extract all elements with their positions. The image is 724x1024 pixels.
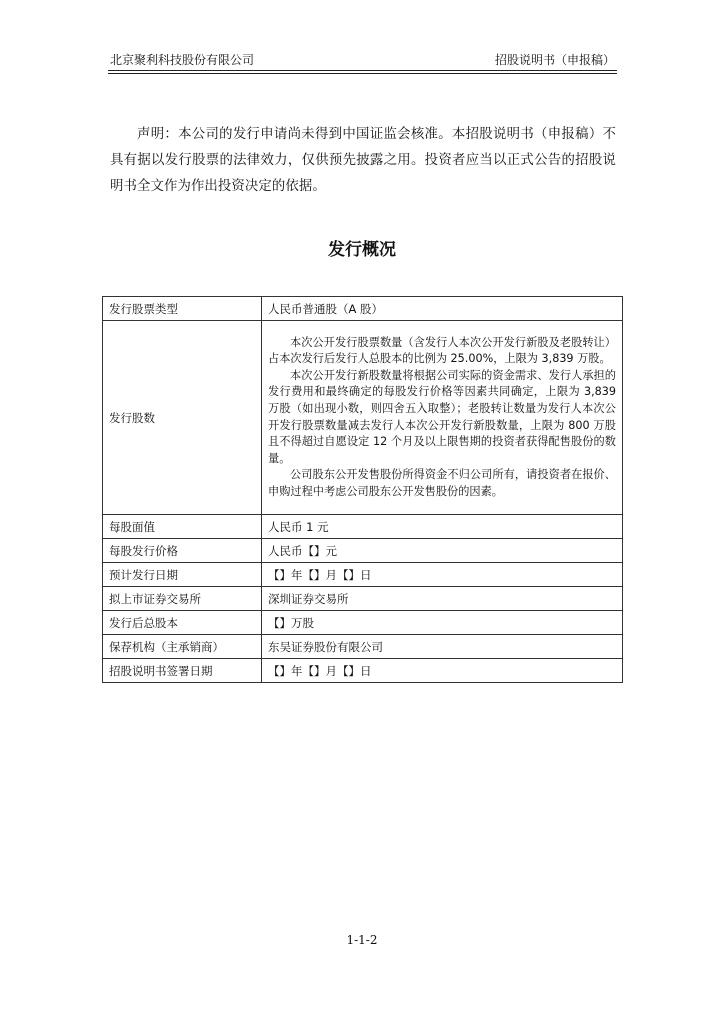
page-title: 发行概况 xyxy=(328,240,396,260)
row-key: 发行股票类型 xyxy=(103,297,262,321)
table-row xyxy=(103,539,623,563)
row-value: 深圳证券交易所 xyxy=(262,587,623,611)
row-key: 预计发行日期 xyxy=(103,563,262,587)
row-value: 人民币【】元 xyxy=(262,539,623,563)
page-header xyxy=(110,52,615,68)
table-row xyxy=(103,635,623,659)
header-company-name: 北京聚利科技股份有限公司 xyxy=(110,53,255,67)
row-key: 保荐机构（主承销商） xyxy=(103,635,262,659)
share-count-paragraph: 公司股东公开发售股份所得资金不归公司所有，请投资者在报价、申购过程中考虑公司股东公开发售股份的因素。 xyxy=(268,468,616,498)
row-value: 东吴证券股份有限公司 xyxy=(262,635,623,659)
table-row xyxy=(103,611,623,635)
row-value: 【】年【】月【】日 xyxy=(262,659,623,683)
row-value: 【】万股 xyxy=(262,611,623,635)
page-number: 1-1-2 xyxy=(346,933,378,947)
row-value: 【】年【】月【】日 xyxy=(262,563,623,587)
row-key: 每股发行价格 xyxy=(103,539,262,563)
offering-summary-table xyxy=(102,296,623,683)
row-value: 人民币普通股（A 股） xyxy=(262,297,623,321)
header-rule-thin xyxy=(108,73,617,74)
disclaimer-statement: 声明：本公司的发行申请尚未得到中国证监会核准。本招股说明书（申报稿）不具有据以发行股票的法律效力，仅供预先披露之用。投资者应当以正式公告的招股说明书全文作为作出投资决定的依据。 xyxy=(110,127,616,194)
row-key: 每股面值 xyxy=(103,515,262,539)
row-key: 拟上市证券交易所 xyxy=(103,587,262,611)
header-rule-thick xyxy=(108,70,617,71)
table-row xyxy=(103,321,623,515)
header-document-type: 招股说明书（申报稿） xyxy=(494,53,615,67)
table-row xyxy=(103,659,623,683)
row-key: 招股说明书签署日期 xyxy=(103,659,262,683)
share-count-paragraph: 本次公开发行新股数量将根据公司实际的资金需求、发行人承担的发行费用和最终确定的每股发行价格等因素共同确定，上限为 3,839 万股（如出现小数，则四舍五入取整）；老股转让数量为发行人本次公开发行股票数量减去发行人本次公开发行新股数量，上限为 800 万股且不得超过自愿设定 12 个月及以上限售期的投资者获得配售股份的数量。 xyxy=(268,368,616,465)
row-key: 发行后总股本 xyxy=(103,611,262,635)
table-row xyxy=(103,515,623,539)
table-row xyxy=(103,587,623,611)
row-value: 人民币 1 元 xyxy=(262,515,623,539)
share-count-paragraph: 本次公开发行股票数量（含发行人本次公开发行新股及老股转让）占本次发行后发行人总股本的比例为 25.00%，上限为 3,839 万股。 xyxy=(268,335,616,366)
row-value-share-count xyxy=(262,321,623,515)
table-row xyxy=(103,563,623,587)
table-row xyxy=(103,297,623,321)
row-key: 发行股数 xyxy=(103,321,262,515)
